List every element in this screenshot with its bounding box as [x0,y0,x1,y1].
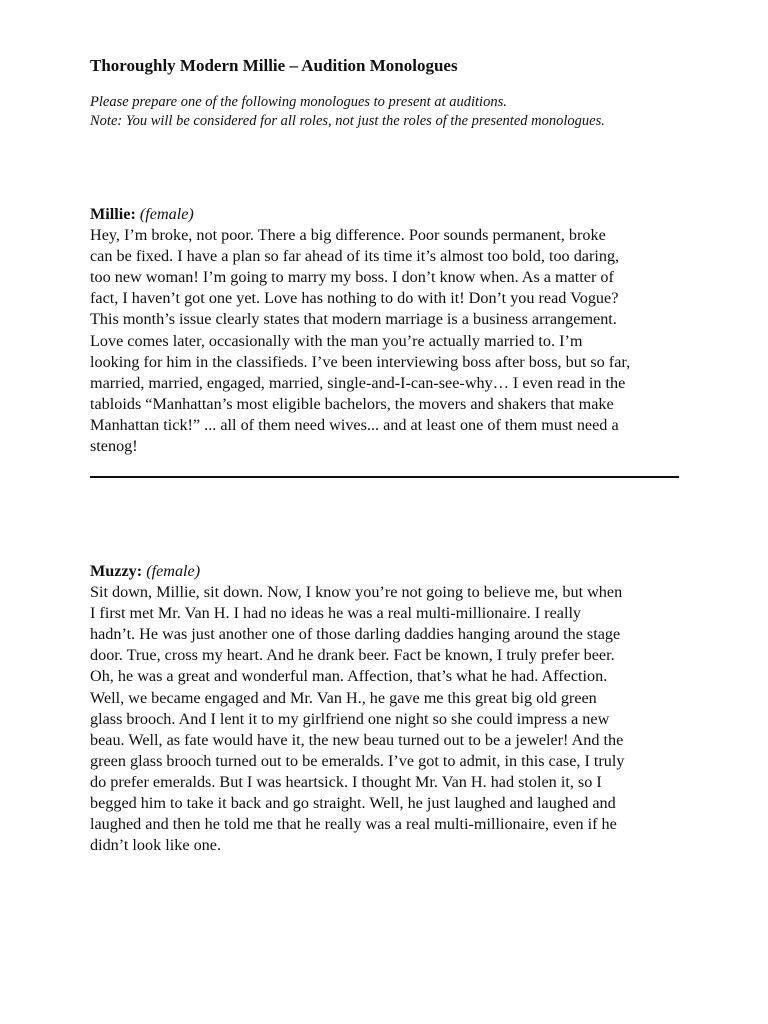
monologue-line: begged him to take it back and go straight. Well, he just laughed and laughed and [90,794,616,813]
monologue-line: too new woman! I’m going to marry my boss. I don’t know when. As a matter of [90,268,614,287]
monologue-muzzy [90,561,690,856]
monologue-line: This month’s issue clearly states that modern marriage is a business arrangement. [90,310,617,329]
monologue-line: married, married, engaged, married, single-and-I-can-see-why… I even read in the [90,373,626,392]
monologue-line: door. True, cross my heart. And he drank beer. Fact be known, I truly prefer beer. [90,646,615,665]
monologue-line: Love comes later, occasionally with the man you’re actually married to. I’m [90,331,583,350]
monologue-line: I first met Mr. Van H. I had no ideas he was a real multi-millionaire. I really [90,604,582,623]
monologue-line: Well, we became engaged and Mr. Van H., he gave me this great big old green [90,688,597,707]
monologue-line: can be fixed. I have a plan so far ahead of its time it’s almost too bold, too daring, [90,247,620,266]
monologue-line: Oh, he was a great and wonderful man. Affection, that’s what he had. Affection. [90,667,608,686]
monologue-heading [90,561,690,582]
monologue-line: stenog! [90,437,138,456]
monologue-line: Hey, I’m broke, not poor. There a big difference. Poor sounds permanent, broke [90,226,606,245]
monologue-heading [90,204,690,225]
section-divider [90,476,679,478]
document-title: Thoroughly Modern Millie – Audition Monologues [90,56,458,75]
monologue-line: hadn’t. He was just another one of those darling daddies hanging around the stage [90,625,621,644]
monologue-line: laughed and then he told me that he really was a real multi-millionaire, even if he [90,815,617,834]
instruction-line: Note: You will be considered for all roles, not just the roles of the presented monologues. [90,113,605,129]
monologue-line: green glass brooch turned out to be emeralds. I’ve got to admit, in this case, I truly [90,751,625,770]
monologue-line: beau. Well, as fate would have it, the new beau turned out to be a jeweler! And the [90,730,624,749]
monologue-line: didn’t look like one. [90,836,221,855]
character-name: Millie: [90,205,136,223]
monologue-line: tabloids “Manhattan’s most eligible bachelors, the movers and shakers that make [90,394,614,413]
character-gender: (female) [139,205,194,223]
monologue-line: do prefer emeralds. But I was heartsick. I thought Mr. Van H. had stolen it, so I [90,772,602,791]
monologue-line: fact, I haven’t got one yet. Love has nothing to do with it! Don’t you read Vogue? [90,289,619,308]
monologue-line: looking for him in the classifieds. I’ve been interviewing boss after boss, but so far, [90,352,631,371]
monologue-line: Sit down, Millie, sit down. Now, I know you’re not going to believe me, but when [90,583,623,602]
instruction-line: Please prepare one of the following monologues to present at auditions. [90,94,507,110]
character-name: Muzzy: [90,562,143,580]
instructions [90,93,605,131]
monologue-line: Manhattan tick!” ... all of them need wives... and at least one of them must need a [90,415,619,434]
monologue-line: glass brooch. And I lent it to my girlfriend one night so she could impress a new [90,709,610,728]
character-gender: (female) [146,562,201,580]
monologue-millie [90,204,690,457]
